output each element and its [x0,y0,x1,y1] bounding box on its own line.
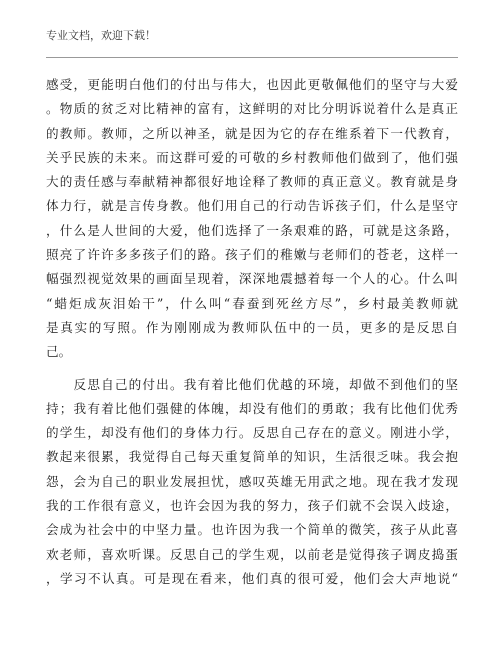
document-body [46,73,458,591]
text-line: ，学习不认真。可是现在看来，他们真的很可爱，他们会大声地说“ [46,570,458,586]
text-line: “蜡炬成灰泪始干”，什么叫“春蚕到死丝方尽”，乡村最美教师就 [46,295,458,311]
text-line: 怨，会为自己的职业发展担忧，感叹英雄无用武之地。现在我才发现 [46,473,458,489]
paragraph-2 [46,373,458,592]
text-line: 照亮了许许多多孩子们的路。孩子们的稚嫩与老师们的苍老，这样一 [46,247,458,263]
paragraph-1 [46,73,458,365]
text-line: 是真实的写照。作为刚刚成为教师队伍中的一员，更多的是反思自 [46,319,458,335]
text-line: 己。 [46,344,72,360]
text-line: 教起来很累，我觉得自己每天重复简单的知识，生活很乏味。我会抱 [46,449,458,465]
text-line: 感受，更能明白他们的付出与伟大，也因此更敬佩他们的坚守与大爱 [46,77,458,92]
text-line: 的教师。教师，之所以神圣，就是因为它的存在维系着下一代教育， [46,125,458,141]
text-line: 幅强烈视觉效果的画面呈现着，深深地震撼着每一个人的心。什么叫 [46,271,458,287]
text-line: 持；我有着比他们强健的体魄，却没有他们的勇敢；我有比他们优秀 [46,400,458,416]
page-header: 专业文档，欢迎下载！ [46,29,156,42]
text-line: 反思自己的付出。我有着比他们优越的环境，却做不到他们的坚 [46,376,458,392]
text-line: 我的工作很有意义，也许会因为我的努力，孩子们就不会误入歧途， [46,498,458,514]
text-line: 体力行，就是言传身教。他们用自己的行动告诉孩子们，什么是坚守 [46,198,458,214]
text-line: 欢老师，喜欢听课。反思自己的学生观，以前老是觉得孩子调皮捣蛋 [46,546,458,562]
header-divider [46,57,458,58]
text-line: 会成为社会中的中坚力量。也许因为我一个简单的微笑，孩子从此喜 [46,522,458,538]
text-line: 的学生，却没有他们的身体力行。反思自己存在的意义。刚进小学， [46,425,458,441]
text-line: 。物质的贫乏对比精神的富有，这鲜明的对比分明诉说着什么是真正 [46,101,458,117]
text-line: ，什么是人世间的大爱，他们选择了一条艰难的路，可就是这条路， [46,222,458,238]
text-line: 大的责任感与奉献精神都很好地诠释了教师的真正意义。教育就是身 [46,174,458,190]
text-line: 关乎民族的未来。而这群可爱的可敬的乡村教师他们做到了，他们强 [46,149,458,165]
